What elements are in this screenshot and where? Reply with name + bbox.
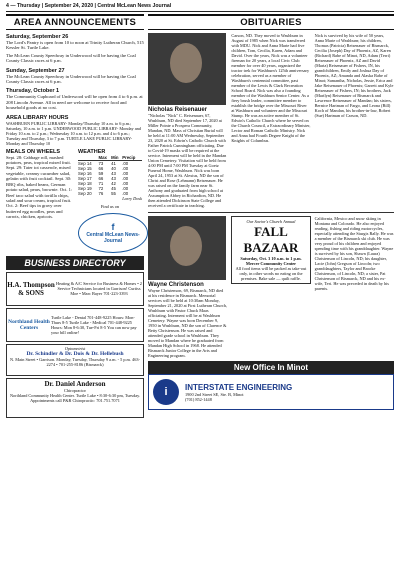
- optometrist-title: Optometrist: [64, 345, 86, 351]
- weather-cell: Sep 19: [78, 185, 92, 191]
- weather-heading: WEATHER: [78, 148, 106, 155]
- saturday-text: The Lord's Pantry is open from 10 to noon at Trinity Lutheran Church, 515 Kessler St. Turtle Lake.: [6, 40, 144, 51]
- interstate-name: INTERSTATE ENGINEERING: [185, 382, 293, 392]
- weather-cell: 73: [98, 160, 104, 166]
- obit2-col1: [148, 216, 227, 358]
- weather-cell: .00: [122, 165, 129, 171]
- weather-cell: 41: [111, 160, 116, 166]
- weather-cell: Sep 17: [78, 175, 92, 181]
- interstate-logo-icon: i: [153, 379, 179, 405]
- weather-cell: Sep 20: [78, 190, 92, 196]
- thursday-text: The Community Cupboard of Underwood will be open from 4 to 6 p.m. at 208 Lincoln Avenue. All in need are welcome to receive food and household goods at no cost.: [6, 94, 143, 111]
- obit1-col1: [148, 33, 227, 208]
- obit2-name: Wayne Christenson: [148, 282, 204, 288]
- library-heading: AREA LIBRARY HOURS: [6, 114, 69, 121]
- business-directory-title: BUSINESS DIRECTORY: [6, 256, 144, 270]
- weather-col-header: Min: [111, 155, 122, 161]
- find-us-label: Find us on: [100, 203, 120, 209]
- weather-cell: .00: [122, 190, 129, 196]
- weather-cell: 55: [111, 190, 116, 196]
- obit1-col2: [231, 33, 310, 208]
- bazaar-note: All food items will be packed as take-out only, in other words no eating on the premises. Bake sale — quilt raffle.: [235, 266, 307, 281]
- social-badge[interactable]: [78, 213, 148, 253]
- weather-cell: .00: [122, 185, 129, 191]
- obit1-photo: [148, 33, 226, 105]
- weather-cell: .00: [122, 180, 129, 186]
- weather-cell: 42: [111, 180, 116, 186]
- weather-cell: 76: [98, 190, 104, 196]
- obituaries-title: OBITUARIES: [148, 14, 394, 30]
- thompson-logo: H.A. Thompson & SONS: [7, 280, 55, 297]
- meals-heading: MEALS ON WHEELS: [6, 148, 61, 155]
- weather-cell: Sep 15: [78, 165, 92, 171]
- weather-cell: .00: [122, 170, 129, 176]
- obit2-columns: [148, 212, 394, 358]
- sunday-text: The McLean County Speedway in Underwood will be having the Coal County Classic races at 6 p.m.: [6, 73, 136, 85]
- meals-block: [6, 149, 74, 253]
- thursday-heading: Thursday, October 1: [6, 88, 60, 95]
- weather-cell: 40: [111, 165, 116, 171]
- bazaar-place: Mercer Community Center: [245, 261, 297, 266]
- meals-text: Sept. 28: Cabbage roll, mashed potatoes, peas, tropical mixed fruit. Sept. 29: Tater tot casserole, mixed vegetable, creamy cucumber salad, gelatin with fruit cocktail. Sept. 30: BBQ ribs, baked beans, German potato salad, pears, brownie. Oct. 1: Beef taco salad with tortilla chips, salad and sour cream, tropical fruit. Oct. 2: Beef tips in gravy over buttered egg noodles, peas and carrots, chicken, apricots.: [6, 154, 73, 220]
- interstate-ad: [148, 374, 394, 410]
- interstate-address: 1900 2nd Street SE, Ste. B, Minot: [185, 391, 244, 397]
- announcements-column: [6, 14, 144, 418]
- weather-cell: 43: [111, 170, 116, 176]
- obituaries-column: [148, 14, 394, 410]
- new-office-banner: New Office In Minot: [148, 361, 394, 374]
- obit1-col2-text: Carson, ND. They moved to Washburn in August of 1985 when Nick was transferred with MDU. Nick and Anna Marie had five children, Tom, Cecilia, Karen, Adam and David. Over the years, Nick was a volunteer fireman for 20 years, a local Civic Club member for over 40 years, organized the tractor trek for Washburn's 125th anniversary celebration, served as a member of Washburn's centennial committee, past member of the Lewis & Clark Recreation School Board. Nick was also a founding member of the Washburn Senior Center. As a fiery brush leader, committee member to establish the bridge over the Missouri River at Washburn and volunteer and the Missouri Stump. He was an active member of St. Edwin's Catholic Church where he served on the Church Council, a Extraordinary Minister, Lector and Roman Catholic Ministry. Nick and Anna had Fourth Degree Knight of the Knights of Columbus.: [231, 33, 311, 143]
- weather-cell: .00: [122, 160, 129, 166]
- obit1-col3-text: Nick is survived by his wife of 50 years, Anna Marie of Washburn; his children, Thomas (Patricia) Reisenauer of Bismarck, Cecilia (Joseph) Day of Phoenix, AZ, Karen (Richard) Rabe of Minot, ND, Adam (Terri) Reisenauer of Phoenix, AZ and David (Maria) Reisenauer of Fishers, IN, his grandchildren, Emily and Joshua Day of Phoenix, AZ; Amanda and Alaska Rabe of Minot; Samantha, Nicholas, Jessie, Erica and Jake Reisenauer of Phoenix; Garrett and Kyle Reisenauer of Fishers, IN; his brothers, Jack (Marilyn) Reisenauer of Bismarck and Lawrence Reisenauer of Mandan; his sisters, Bernice Hartman of Fargo, and Leona (Bill) Koch of Mandan, his brother-in-law, Robert (Sue) Hartman of Carson, ND.: [314, 33, 394, 118]
- weather-col-header: Max: [99, 155, 112, 161]
- obit2-photo: [148, 216, 226, 280]
- social-name: Central McLean News-Journal: [86, 231, 140, 244]
- bazaar-ad: [231, 216, 310, 284]
- northland-ad: [6, 308, 144, 342]
- chiropractor-name: Dr. Daniel Anderson: [44, 379, 106, 388]
- saturday-heading: Saturday, September 26: [6, 34, 69, 40]
- weather-cell: 66: [98, 165, 104, 171]
- weather-cell: Sep 14: [78, 160, 92, 166]
- weather-cell: .00: [122, 175, 129, 181]
- weather-cell: 66: [98, 175, 104, 181]
- bazaar-church: Our Savior's Church Annual: [246, 219, 296, 224]
- chiropractor-title: Chiropractor: [64, 387, 86, 393]
- weather-cell: 59: [98, 170, 104, 176]
- weather-cell: 45: [111, 185, 116, 191]
- chiropractor-text: Northland Community Health Center. Turtle Lake • 8:30-6:30 pm, Tuesday. Appointments call P&R Chiropractic: 701.751.7071: [9, 392, 141, 403]
- bazaar-title: FALL BAZAAR: [243, 224, 299, 255]
- obit2-col2-text: California, Mexico and snow skiing in Montana and Colorado. He also enjoyed reading, fishing and riding motorcycles, especially attending the Sturgis Rally. He was a member of the Bismarck ski club. He was very proud of his children and enjoyed spending time with his granddaughter. Wayne is survived by his son, Shawn (Laura) Christenson of Lincoln, ND; his daughter, Lacie (John) Gregson of Lincoln; two granddaughters, Taylor and Brooke Christenson, of Lincoln, ND; a sister, Pat Christenson of Bismarck, ND and his ex-wife, Teri. He was preceded in death by his parents.: [314, 216, 394, 291]
- weather-cell: 72: [98, 185, 104, 191]
- optometrist-text: N. Main Street • Garrison. Monday, Tuesday, Thursday 9 a.m. - 5 p.m. 463-2274 • 701-255-8186 (Bismarck): [10, 356, 140, 367]
- weather-cell: 43: [111, 175, 116, 181]
- sunday-heading: Sunday, September 27: [6, 67, 65, 74]
- obit1-name: Nicholas Reisenauer: [148, 107, 208, 113]
- weather-cell: Sep 16: [78, 170, 92, 176]
- obit1-columns: [148, 33, 394, 208]
- saturday-text-2: The McLean County Speedway in Underwood will be having the Coal County Classic races at 6 p.m.: [6, 52, 136, 64]
- weather-block: [78, 149, 142, 253]
- meals-weather-row: [6, 149, 144, 253]
- obit1-col3: [315, 33, 394, 208]
- thompson-text: Heating & A/C Service for Business & Homes • 2 Service Technicians located in Garrison! Curtiss Moe • Marc Bayer 701-223-3393: [56, 281, 142, 297]
- weather-cell: 71: [98, 180, 104, 186]
- optometrist-ad: [6, 344, 144, 376]
- page-header: 4 — Thursday | September 24, 2020 | Central McLean News Journal: [6, 3, 394, 12]
- weather-cell: Sep 18: [78, 180, 92, 186]
- obit2-col2: [231, 216, 310, 358]
- facebook-icon: f: [111, 221, 115, 232]
- optometrist-names: Dr. Schindler & Dr. Dois & Dr. Hellebush: [26, 350, 124, 357]
- northland-logo: Northland Health Centers: [8, 318, 50, 331]
- thompson-ad: [6, 272, 144, 306]
- obit1-text: "Nicholas "Nick" C. Reisenauer, 67, Washburn, ND died September 17, 2020 at Miller Pointe a Prospera Community, Mandan, ND. Mass of Christian Burial will be held at 11:00 AM Wednesday, September 23, 2020 at St. Edwin's Catholic Church with Father Patrick Cunningham officiating. Due to Covid-19 masks will be required at the service. Interment will be held in the Mandan Union Cemetery. Visitation will be held from 4:00 PM until 7:00 PM Tuesday at Goetz Funeral Home, Washburn. Nick was born April 24, 1953 at St. Alexius, ND the son of Christ and Rose (Lehmann) Reisenauer. He was raised on the family farm near St. Anthony and graduated from high school at Assumption Abbey in Richardton, ND. He then attended Dickinson State College and received a certificate in teaching.: [148, 113, 227, 208]
- weather-credit: Larry Dosk: [122, 195, 142, 201]
- northland-text: Turtle Lake - Dental 701-448-9225 Hours: Mon-Thurs 8-5 Turtle Lake - Medical 701-448-9225 Hours: Mon 8-6:30, Tue-Fri 8-5 You can now pay your bill online!: [51, 314, 137, 335]
- obit2-col3: [315, 216, 394, 358]
- weather-col-header: Precip: [122, 155, 142, 161]
- obit2-text: Wayne Christenson, 69, Bismarck, ND died at his residence in Bismarck. Memorial services will be held at 10:30am Monday, September 21, 2020 at First Lutheran Church, Washburn with Pastor Chuck Maas officiating. Interment will be at Washburn Cemetery. Wayne was born December 9, 1950 in Washburn, ND the son of Clarence & Betty Christenson. He was raised and attended grade school in Washburn. They moved to Mandan where he graduated from Mandan High School in 1968. He attended Bismarck Junior College in the Arts and Engineering program.: [148, 288, 227, 358]
- chiropractor-ad: [6, 378, 144, 418]
- interstate-phone: (701) 852-1448: [185, 396, 212, 402]
- bazaar-date: Saturday, Oct. 3 10 a.m. to 1 p.m.: [240, 256, 302, 261]
- library-text: WASHBURN PUBLIC LIBRARY- Monday/Thursday 10 a.m. to 6 p.m.; Saturday, 10 a.m. to 1 p.m. UNDERWOOD PUBLIC LIBRARY- Monday and Friday 10 a.m. to 2 p.m.; Wednesday 10 a.m. to 12 p.m. and 4 to 6 p.m.; Tuesday and Thursday, 3 to 7 p.m. TURTLE LAKE PUBLIC LIBRARY- Monday and Thursday 10: [6, 120, 141, 146]
- weather-table: [78, 155, 142, 196]
- announcements-title: AREA ANNOUNCEMENTS: [6, 14, 144, 30]
